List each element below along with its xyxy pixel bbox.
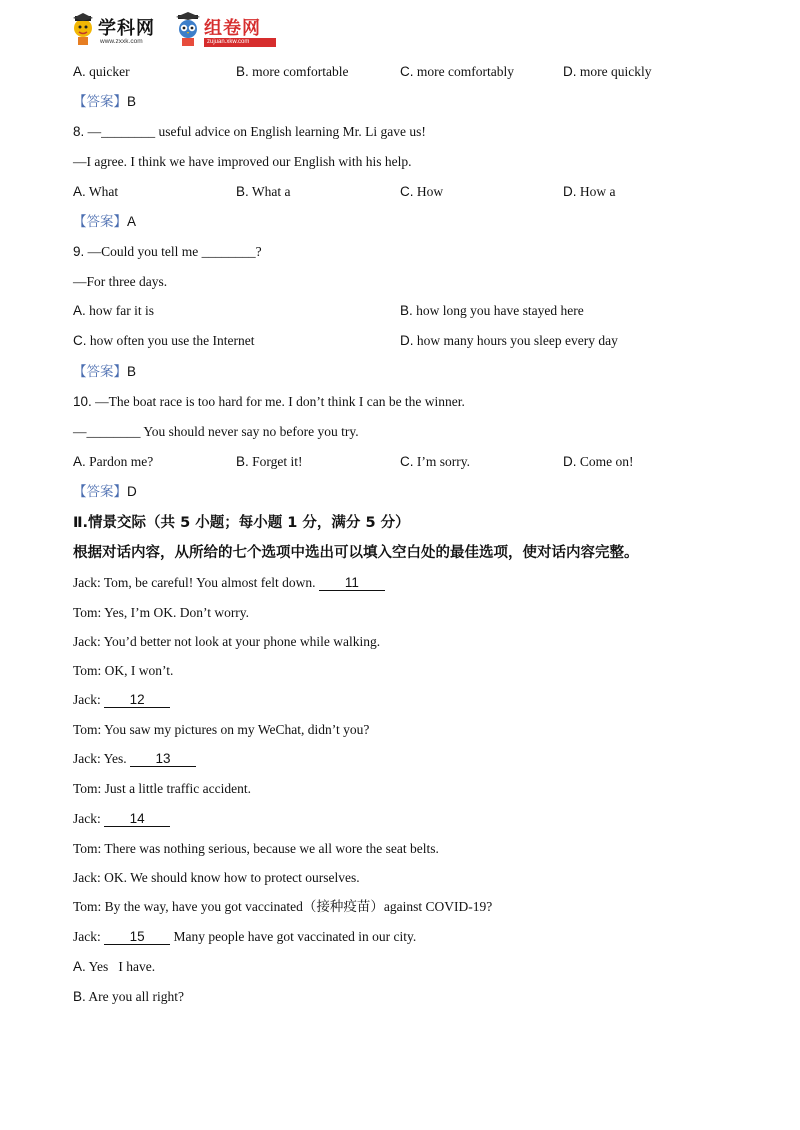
- option-letter: A.: [73, 303, 86, 318]
- option-letter: D.: [400, 333, 414, 348]
- question-number: 10.: [73, 394, 92, 409]
- dialogue-text: Jack:: [73, 929, 101, 944]
- q10-stem: [73, 393, 465, 411]
- blank-12: 12: [104, 692, 170, 708]
- answer-value: B: [127, 364, 137, 379]
- dialogue-line: Tom: By the way, have you got vaccinated（接种疫苗）against COVID-19?: [73, 899, 493, 914]
- option-letter: B.: [236, 64, 249, 79]
- question-text: —Could you tell me ________?: [87, 244, 262, 259]
- mascot-icon: [70, 12, 96, 46]
- option-letter: D.: [563, 64, 577, 79]
- logo2-title: 组卷网: [204, 18, 261, 38]
- dialogue-line: Tom: OK, I won’t.: [73, 663, 174, 678]
- blank-11: 11: [319, 575, 385, 591]
- answer-label: 【答案】: [73, 484, 127, 499]
- option-text: Yes I have.: [88, 959, 156, 974]
- section-instruction: 根据对话内容，从所给的七个选项中选出可以填入空白处的最佳选项，使对话内容完整。: [73, 545, 639, 561]
- q8-option-b: [236, 183, 291, 201]
- option-text: how long you have stayed here: [416, 303, 584, 318]
- option-text: Pardon me?: [89, 454, 154, 469]
- dialogue-line: Tom: Just a little traffic accident.: [73, 781, 251, 796]
- q7-option-b: [236, 63, 348, 81]
- question-number: 8.: [73, 124, 85, 139]
- q8-answer: [73, 213, 136, 231]
- q8-response: —I agree. I think we have improved our English with his help.: [73, 154, 412, 169]
- q10-option-d: [563, 453, 634, 471]
- dialogue-line: Jack: You’d better not look at your phone while walking.: [73, 634, 381, 649]
- option-letter: A.: [73, 184, 86, 199]
- option-letter: A.: [73, 959, 86, 974]
- answer-label: 【答案】: [73, 364, 127, 379]
- q8-option-a: [73, 183, 118, 201]
- zxxk-logo: [70, 12, 170, 48]
- option-text: What: [88, 184, 119, 199]
- q7-option-a: [73, 63, 130, 81]
- question-number: 9.: [73, 244, 85, 259]
- option-text: more quickly: [579, 64, 652, 79]
- dialogue-line: Tom: There was nothing serious, because we all wore the seat belts.: [73, 841, 439, 856]
- q10-answer: [73, 483, 137, 501]
- option-letter: C.: [400, 64, 414, 79]
- option-letter: B.: [236, 184, 249, 199]
- option-letter: C.: [400, 184, 414, 199]
- option-text: quicker: [89, 64, 130, 79]
- option-letter: C.: [400, 454, 414, 469]
- dialogue-line: Jack: OK. We should know how to protect ourselves.: [73, 870, 360, 885]
- question-text: —________ useful advice on English learning Mr. Li gave us!: [87, 124, 426, 139]
- option-text: more comfortably: [416, 64, 514, 79]
- option-text: more comfortable: [252, 64, 349, 79]
- question-text: —The boat race is too hard for me. I don’t think I can be the winner.: [95, 394, 465, 409]
- dialogue-text: Jack:: [73, 692, 101, 707]
- option-text: Forget it!: [252, 454, 303, 469]
- option-text: how many hours you sleep every day: [416, 333, 618, 348]
- option-text: how often you use the Internet: [89, 333, 255, 348]
- dialogue-line: Tom: You saw my pictures on my WeChat, didn’t you?: [73, 722, 370, 737]
- option-letter: D.: [563, 454, 577, 469]
- option-letter: B.: [236, 454, 249, 469]
- option-text: How a: [579, 184, 616, 199]
- dialogue-text: Many people have got vaccinated in our city.: [173, 929, 417, 944]
- owl-mascot-icon: [174, 12, 202, 48]
- option-letter: B.: [400, 303, 413, 318]
- answer-label: 【答案】: [73, 214, 127, 229]
- logo1-title: 学科网: [98, 18, 155, 38]
- q7-option-c: [400, 63, 514, 81]
- blank-15: 15: [104, 929, 170, 945]
- option-text: I’m sorry.: [416, 454, 470, 469]
- q9-option-b: [400, 302, 584, 320]
- blank-13: 13: [130, 751, 196, 767]
- option-letter: A.: [73, 64, 86, 79]
- option-text: How: [416, 184, 444, 199]
- option-text: What a: [251, 184, 291, 199]
- dialogue-line: [73, 750, 196, 768]
- q7-answer: [73, 93, 136, 111]
- choice-a: [73, 958, 155, 976]
- q8-stem: [73, 123, 426, 141]
- dialogue-line: [73, 928, 416, 946]
- option-letter: A.: [73, 454, 86, 469]
- option-text: Come on!: [579, 454, 634, 469]
- q9-option-d: [400, 332, 618, 350]
- dialogue-line: [73, 574, 385, 592]
- q10-option-b: [236, 453, 303, 471]
- q9-response: —For three days.: [73, 274, 168, 289]
- q7-option-d: [563, 63, 651, 81]
- dialogue-line: Tom: Yes, I’m OK. Don’t worry.: [73, 605, 250, 620]
- choice-b: [73, 988, 184, 1006]
- dialogue-line: [73, 691, 170, 709]
- option-letter: C.: [73, 333, 87, 348]
- answer-value: D: [127, 484, 137, 499]
- q8-option-d: [563, 183, 616, 201]
- q9-option-a: [73, 302, 154, 320]
- q9-option-c: [73, 332, 254, 350]
- blank-14: 14: [104, 811, 170, 827]
- logo1-url: www.zxxk.com: [100, 38, 143, 45]
- q8-option-c: [400, 183, 443, 201]
- option-letter: D.: [563, 184, 577, 199]
- header-logos: [70, 12, 300, 52]
- option-text: Are you all right?: [88, 989, 185, 1004]
- q9-stem: [73, 243, 262, 261]
- option-text: how far it is: [89, 303, 155, 318]
- dialogue-text: Jack:: [73, 811, 101, 826]
- q10-option-a: [73, 453, 153, 471]
- dialogue-text: Jack: Tom, be careful! You almost felt down.: [73, 575, 316, 590]
- dialogue-line: [73, 810, 170, 828]
- q10-response: —________ You should never say no before you try.: [73, 424, 359, 439]
- option-letter: B.: [73, 989, 86, 1004]
- q9-answer: [73, 363, 136, 381]
- zujuan-logo: [174, 12, 299, 52]
- dialogue-text: Jack: Yes.: [73, 751, 127, 766]
- q10-option-c: [400, 453, 470, 471]
- section-title: Ⅱ.情景交际（共 5 小题；每小题 1 分，满分 5 分）: [73, 515, 410, 531]
- answer-value: B: [127, 94, 137, 109]
- answer-value: A: [127, 214, 137, 229]
- answer-label: 【答案】: [73, 94, 127, 109]
- logo2-url: zujuan.xkw.com: [207, 39, 250, 45]
